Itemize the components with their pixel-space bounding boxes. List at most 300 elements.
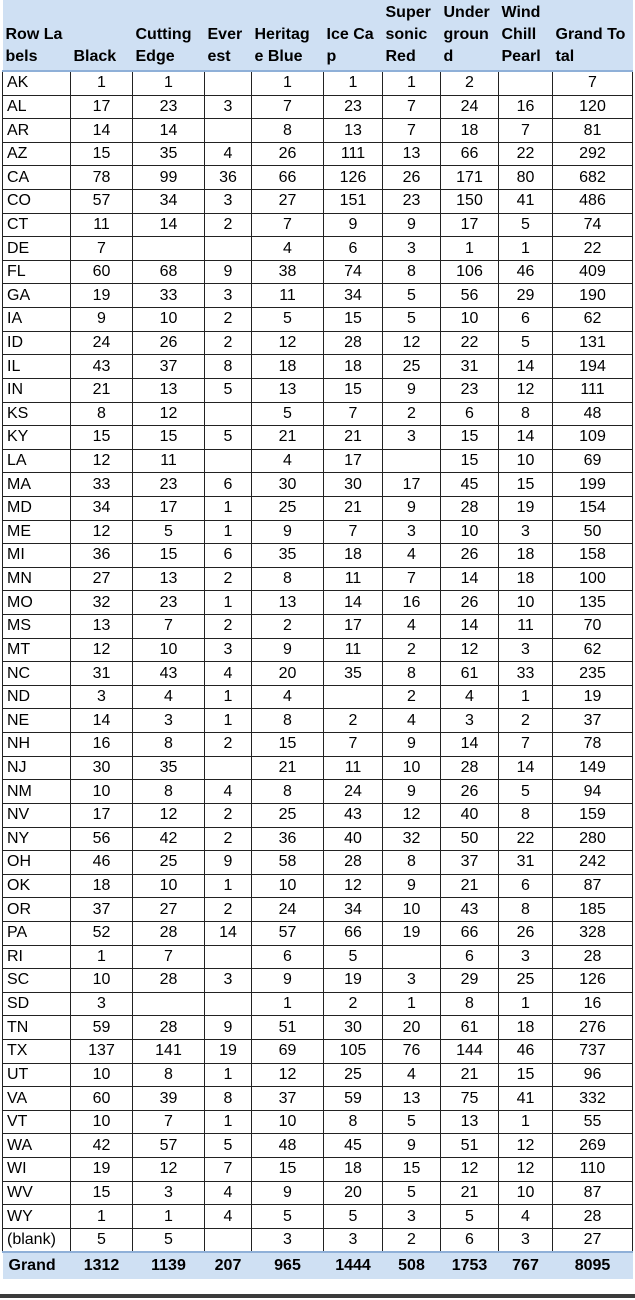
row-label-cell[interactable]: TX [3,1039,71,1063]
table-cell[interactable]: 135 [553,591,633,615]
table-cell[interactable]: 74 [553,213,633,237]
table-cell[interactable]: 15 [71,142,133,166]
table-cell[interactable]: 9 [252,638,324,662]
table-cell[interactable]: 13 [383,1087,441,1111]
table-cell[interactable] [205,756,252,780]
table-cell[interactable]: 66 [441,142,499,166]
table-cell[interactable]: 8 [499,898,553,922]
table-cell[interactable]: 109 [553,426,633,450]
table-cell[interactable]: 28 [324,851,383,875]
table-cell[interactable]: 8 [205,1087,252,1111]
table-cell[interactable]: 3 [324,1228,383,1252]
table-cell[interactable]: 8 [499,402,553,426]
row-label-cell[interactable]: CT [3,213,71,237]
row-label-cell[interactable]: UT [3,1063,71,1087]
table-cell[interactable]: 29 [441,969,499,993]
table-cell[interactable]: 131 [553,331,633,355]
table-cell[interactable]: 3 [205,969,252,993]
table-cell[interactable]: 154 [553,496,633,520]
grand-total-cell[interactable]: 508 [383,1252,441,1279]
table-cell[interactable]: 1 [71,71,133,95]
table-cell[interactable]: 105 [324,1039,383,1063]
table-cell[interactable]: 21 [252,426,324,450]
table-cell[interactable]: 1 [252,992,324,1016]
table-cell[interactable]: 10 [499,449,553,473]
table-cell[interactable]: 42 [71,1134,133,1158]
table-cell[interactable]: 16 [71,733,133,757]
table-cell[interactable]: 7 [383,95,441,119]
table-cell[interactable]: 409 [553,260,633,284]
table-cell[interactable]: 17 [383,473,441,497]
row-label-cell[interactable]: MI [3,544,71,568]
table-cell[interactable]: 185 [553,898,633,922]
table-cell[interactable]: 1 [499,1110,553,1134]
grand-total-cell[interactable]: 8095 [553,1252,633,1279]
row-label-cell[interactable]: SD [3,992,71,1016]
row-label-cell[interactable]: VT [3,1110,71,1134]
row-label-cell[interactable]: OR [3,898,71,922]
table-cell[interactable]: 21 [441,1063,499,1087]
table-cell[interactable] [205,402,252,426]
table-cell[interactable]: 486 [553,190,633,214]
table-cell[interactable]: 18 [499,567,553,591]
table-cell[interactable]: 28 [324,331,383,355]
table-cell[interactable]: 1 [205,874,252,898]
table-cell[interactable]: 12 [133,803,205,827]
row-label-cell[interactable]: NJ [3,756,71,780]
table-cell[interactable]: 111 [324,142,383,166]
table-cell[interactable]: 25 [499,969,553,993]
table-cell[interactable]: 12 [252,1063,324,1087]
table-cell[interactable]: 9 [383,496,441,520]
table-cell[interactable]: 5 [252,402,324,426]
row-label-cell[interactable]: CO [3,190,71,214]
row-label-cell[interactable]: ID [3,331,71,355]
row-label-cell[interactable]: WI [3,1158,71,1182]
table-cell[interactable]: 7 [499,733,553,757]
table-cell[interactable]: 9 [383,874,441,898]
table-cell[interactable]: 12 [71,449,133,473]
table-cell[interactable]: 5 [252,1205,324,1229]
table-cell[interactable]: 3 [133,709,205,733]
table-cell[interactable]: 12 [499,378,553,402]
table-cell[interactable]: 9 [383,780,441,804]
table-cell[interactable]: 1 [324,71,383,95]
table-cell[interactable]: 8 [252,709,324,733]
table-cell[interactable]: 22 [553,237,633,261]
table-cell[interactable]: 9 [383,213,441,237]
table-cell[interactable]: 20 [383,1016,441,1040]
row-label-cell[interactable]: OK [3,874,71,898]
row-label-cell[interactable]: RI [3,945,71,969]
table-cell[interactable]: 3 [499,520,553,544]
table-cell[interactable]: 30 [71,756,133,780]
table-cell[interactable]: 58 [252,851,324,875]
table-cell[interactable]: 13 [441,1110,499,1134]
table-cell[interactable]: 87 [553,874,633,898]
table-cell[interactable]: 1 [133,1205,205,1229]
table-cell[interactable]: 17 [441,213,499,237]
table-cell[interactable]: 9 [252,969,324,993]
table-cell[interactable]: 23 [383,190,441,214]
table-cell[interactable]: 8 [383,260,441,284]
table-cell[interactable]: 7 [553,71,633,95]
row-label-cell[interactable]: FL [3,260,71,284]
table-cell[interactable]: 10 [441,520,499,544]
table-cell[interactable]: 190 [553,284,633,308]
column-header[interactable]: Heritag e Blue [252,0,324,71]
table-cell[interactable]: 14 [324,591,383,615]
table-cell[interactable]: 126 [553,969,633,993]
table-cell[interactable]: 99 [133,166,205,190]
table-cell[interactable]: 5 [383,1181,441,1205]
table-cell[interactable]: 33 [499,662,553,686]
table-cell[interactable]: 158 [553,544,633,568]
table-cell[interactable]: 18 [499,1016,553,1040]
grand-total-label[interactable]: Grand [3,1252,71,1279]
table-cell[interactable]: 19 [205,1039,252,1063]
table-cell[interactable]: 1 [499,685,553,709]
table-cell[interactable]: 9 [205,260,252,284]
table-cell[interactable]: 4 [205,1205,252,1229]
table-cell[interactable]: 14 [499,426,553,450]
table-cell[interactable]: 14 [133,213,205,237]
table-cell[interactable]: 31 [71,662,133,686]
table-cell[interactable]: 30 [324,1016,383,1040]
table-cell[interactable]: 10 [133,308,205,332]
table-cell[interactable] [133,992,205,1016]
table-cell[interactable]: 28 [441,496,499,520]
table-cell[interactable]: 2 [383,402,441,426]
table-cell[interactable]: 60 [71,1087,133,1111]
row-label-cell[interactable]: TN [3,1016,71,1040]
table-cell[interactable]: 4 [205,142,252,166]
table-cell[interactable]: 3 [441,709,499,733]
table-cell[interactable]: 5 [499,780,553,804]
row-label-cell[interactable]: IA [3,308,71,332]
table-cell[interactable]: 37 [252,1087,324,1111]
table-cell[interactable]: 10 [252,874,324,898]
table-cell[interactable]: 1 [205,496,252,520]
table-cell[interactable] [205,449,252,473]
table-cell[interactable]: 8 [499,803,553,827]
table-cell[interactable]: 4 [252,449,324,473]
table-cell[interactable]: 12 [441,1158,499,1182]
table-cell[interactable]: 20 [252,662,324,686]
table-cell[interactable]: 29 [499,284,553,308]
table-cell[interactable]: 34 [324,898,383,922]
table-cell[interactable]: 19 [499,496,553,520]
table-cell[interactable]: 7 [324,520,383,544]
table-cell[interactable]: 17 [324,615,383,639]
row-label-cell[interactable]: WA [3,1134,71,1158]
table-cell[interactable]: 737 [553,1039,633,1063]
table-cell[interactable]: 1 [133,71,205,95]
table-cell[interactable]: 31 [499,851,553,875]
table-cell[interactable]: 22 [499,827,553,851]
table-cell[interactable]: 17 [71,95,133,119]
row-label-cell[interactable]: AZ [3,142,71,166]
table-cell[interactable]: 15 [499,1063,553,1087]
table-cell[interactable]: 7 [383,567,441,591]
table-cell[interactable]: 11 [324,567,383,591]
table-cell[interactable]: 269 [553,1134,633,1158]
table-cell[interactable]: 21 [71,378,133,402]
table-cell[interactable]: 6 [499,874,553,898]
row-label-cell[interactable]: MA [3,473,71,497]
table-cell[interactable]: 13 [252,378,324,402]
table-cell[interactable]: 40 [324,827,383,851]
table-cell[interactable]: 10 [499,1181,553,1205]
table-cell[interactable]: 27 [71,567,133,591]
table-cell[interactable]: 2 [205,308,252,332]
table-cell[interactable]: 56 [441,284,499,308]
table-cell[interactable]: 6 [205,544,252,568]
table-cell[interactable]: 81 [553,119,633,143]
row-label-cell[interactable]: CA [3,166,71,190]
table-cell[interactable]: 18 [71,874,133,898]
table-cell[interactable]: 26 [441,544,499,568]
table-cell[interactable]: 24 [252,898,324,922]
table-cell[interactable]: 13 [133,378,205,402]
grand-total-cell[interactable]: 1312 [71,1252,133,1279]
table-cell[interactable]: 43 [441,898,499,922]
table-cell[interactable]: 8 [133,733,205,757]
table-cell[interactable]: 28 [553,1205,633,1229]
grand-total-cell[interactable]: 1139 [133,1252,205,1279]
table-cell[interactable]: 62 [553,308,633,332]
table-cell[interactable]: 45 [324,1134,383,1158]
table-cell[interactable]: 194 [553,355,633,379]
table-cell[interactable]: 27 [553,1228,633,1252]
table-cell[interactable]: 12 [71,638,133,662]
table-cell[interactable]: 2 [383,1228,441,1252]
table-cell[interactable]: 12 [133,1158,205,1182]
row-label-cell[interactable]: WY [3,1205,71,1229]
table-cell[interactable]: 159 [553,803,633,827]
table-cell[interactable]: 19 [324,969,383,993]
table-cell[interactable]: 32 [383,827,441,851]
table-cell[interactable]: 4 [133,685,205,709]
table-cell[interactable]: 2 [441,71,499,95]
table-cell[interactable]: 10 [383,756,441,780]
table-cell[interactable]: 50 [441,827,499,851]
table-cell[interactable]: 15 [499,473,553,497]
row-label-cell[interactable]: MS [3,615,71,639]
table-cell[interactable]: 15 [441,426,499,450]
table-cell[interactable]: 2 [324,992,383,1016]
table-cell[interactable]: 12 [324,874,383,898]
row-label-cell[interactable]: IL [3,355,71,379]
table-cell[interactable]: 25 [252,803,324,827]
table-cell[interactable]: 12 [499,1134,553,1158]
table-cell[interactable]: 5 [252,308,324,332]
table-cell[interactable]: 13 [324,119,383,143]
table-cell[interactable]: 18 [324,355,383,379]
table-cell[interactable]: 78 [553,733,633,757]
grand-total-cell[interactable]: 1753 [441,1252,499,1279]
table-cell[interactable]: 60 [71,260,133,284]
table-cell[interactable]: 20 [324,1181,383,1205]
table-cell[interactable]: 15 [252,1158,324,1182]
table-cell[interactable]: 11 [133,449,205,473]
table-cell[interactable]: 27 [252,190,324,214]
table-cell[interactable]: 1 [71,945,133,969]
table-cell[interactable]: 12 [252,331,324,355]
table-cell[interactable]: 35 [133,756,205,780]
table-cell[interactable]: 1 [205,1063,252,1087]
table-cell[interactable]: 5 [133,520,205,544]
table-cell[interactable]: 39 [133,1087,205,1111]
table-cell[interactable]: 5 [71,1228,133,1252]
table-cell[interactable]: 3 [71,992,133,1016]
table-cell[interactable]: 36 [71,544,133,568]
table-cell[interactable]: 1 [383,992,441,1016]
table-cell[interactable]: 14 [499,355,553,379]
table-cell[interactable]: 21 [324,426,383,450]
table-cell[interactable]: 6 [441,945,499,969]
table-cell[interactable]: 15 [133,544,205,568]
table-cell[interactable]: 43 [133,662,205,686]
row-label-cell[interactable]: LA [3,449,71,473]
table-cell[interactable]: 48 [553,402,633,426]
table-cell[interactable]: 94 [553,780,633,804]
table-cell[interactable]: 25 [133,851,205,875]
table-cell[interactable]: 1 [499,992,553,1016]
table-cell[interactable]: 3 [383,237,441,261]
table-cell[interactable]: 10 [133,638,205,662]
table-cell[interactable]: 292 [553,142,633,166]
table-cell[interactable]: 12 [133,402,205,426]
table-cell[interactable]: 3 [205,638,252,662]
table-cell[interactable]: 276 [553,1016,633,1040]
table-cell[interactable]: 69 [553,449,633,473]
row-label-cell[interactable]: NH [3,733,71,757]
table-cell[interactable]: 15 [324,378,383,402]
table-cell[interactable]: 61 [441,662,499,686]
table-cell[interactable]: 25 [252,496,324,520]
table-cell[interactable]: 4 [252,685,324,709]
table-cell[interactable]: 2 [499,709,553,733]
table-cell[interactable]: 22 [499,142,553,166]
table-cell[interactable]: 17 [133,496,205,520]
table-cell[interactable]: 16 [553,992,633,1016]
table-cell[interactable]: 9 [383,733,441,757]
table-cell[interactable]: 9 [205,851,252,875]
table-cell[interactable]: 5 [441,1205,499,1229]
table-cell[interactable]: 12 [441,638,499,662]
table-cell[interactable]: 7 [205,1158,252,1182]
table-cell[interactable]: 6 [252,945,324,969]
table-cell[interactable]: 27 [133,898,205,922]
table-cell[interactable]: 7 [133,1110,205,1134]
table-cell[interactable]: 38 [252,260,324,284]
table-cell[interactable]: 33 [133,284,205,308]
table-cell[interactable]: 30 [252,473,324,497]
table-cell[interactable]: 332 [553,1087,633,1111]
table-cell[interactable]: 69 [252,1039,324,1063]
table-cell[interactable]: 150 [441,190,499,214]
table-cell[interactable] [205,1228,252,1252]
table-cell[interactable]: 23 [133,473,205,497]
table-cell[interactable]: 9 [324,213,383,237]
table-cell[interactable]: 22 [441,331,499,355]
row-label-cell[interactable]: NV [3,803,71,827]
column-header[interactable]: Black [71,0,133,71]
table-cell[interactable]: 78 [71,166,133,190]
table-cell[interactable]: 7 [499,119,553,143]
table-cell[interactable]: 4 [383,544,441,568]
table-cell[interactable]: 45 [441,473,499,497]
table-cell[interactable]: 52 [71,921,133,945]
row-label-cell[interactable]: WV [3,1181,71,1205]
table-cell[interactable]: 50 [553,520,633,544]
table-cell[interactable]: 4 [499,1205,553,1229]
table-cell[interactable]: 16 [499,95,553,119]
table-cell[interactable]: 141 [133,1039,205,1063]
table-cell[interactable]: 26 [499,921,553,945]
table-cell[interactable]: 6 [499,308,553,332]
table-cell[interactable]: 242 [553,851,633,875]
table-cell[interactable]: 12 [499,1158,553,1182]
table-cell[interactable]: 4 [441,685,499,709]
table-cell[interactable]: 199 [553,473,633,497]
table-cell[interactable]: 8 [383,851,441,875]
table-cell[interactable]: 235 [553,662,633,686]
column-header[interactable]: Wind Chill Pearl [499,0,553,71]
table-cell[interactable]: 3 [499,638,553,662]
table-cell[interactable]: 41 [499,190,553,214]
table-cell[interactable]: 3 [383,1205,441,1229]
table-cell[interactable]: 36 [205,166,252,190]
table-cell[interactable]: 37 [133,355,205,379]
table-cell[interactable] [324,685,383,709]
table-cell[interactable]: 110 [553,1158,633,1182]
row-label-cell[interactable]: SC [3,969,71,993]
table-cell[interactable]: 151 [324,190,383,214]
row-label-cell[interactable]: DE [3,237,71,261]
table-cell[interactable]: 25 [383,355,441,379]
row-label-cell[interactable]: OH [3,851,71,875]
table-cell[interactable]: 25 [324,1063,383,1087]
table-cell[interactable]: 16 [383,591,441,615]
table-cell[interactable]: 10 [499,591,553,615]
column-header[interactable]: Under groun d [441,0,499,71]
table-cell[interactable]: 19 [71,1158,133,1182]
table-cell[interactable]: 74 [324,260,383,284]
row-label-cell[interactable]: IN [3,378,71,402]
table-cell[interactable]: 10 [133,874,205,898]
table-cell[interactable]: 56 [71,827,133,851]
table-cell[interactable]: 15 [324,308,383,332]
table-cell[interactable]: 59 [71,1016,133,1040]
table-cell[interactable]: 2 [205,827,252,851]
table-cell[interactable]: 2 [205,733,252,757]
table-cell[interactable]: 19 [71,284,133,308]
table-cell[interactable]: 7 [71,237,133,261]
table-cell[interactable]: 13 [133,567,205,591]
table-cell[interactable]: 12 [383,803,441,827]
table-cell[interactable]: 13 [383,142,441,166]
table-cell[interactable]: 15 [71,1181,133,1205]
column-header[interactable]: Grand Total [553,0,633,71]
table-cell[interactable]: 1 [205,709,252,733]
table-cell[interactable]: 15 [133,426,205,450]
table-cell[interactable]: 7 [252,95,324,119]
table-cell[interactable]: 171 [441,166,499,190]
table-cell[interactable]: 28 [133,921,205,945]
table-cell[interactable]: 15 [383,1158,441,1182]
